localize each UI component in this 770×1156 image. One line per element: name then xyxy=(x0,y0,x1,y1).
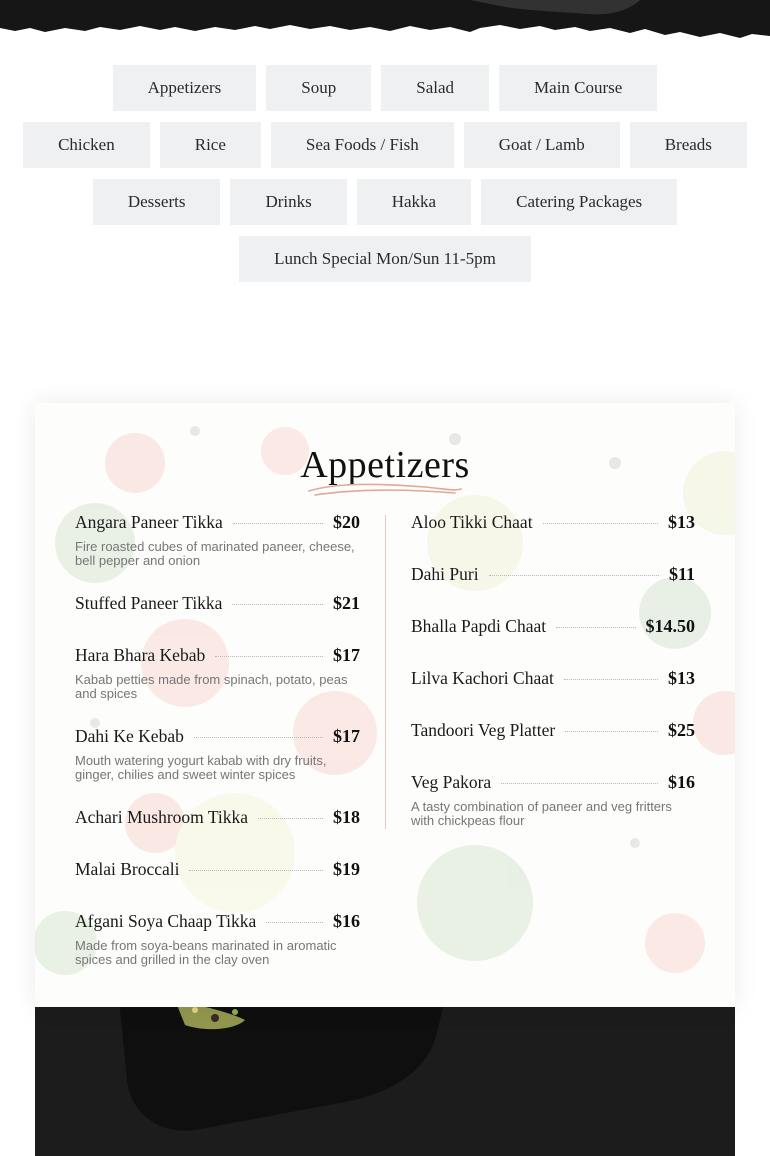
menu-item-name: Veg Pakora xyxy=(411,771,492,792)
menu-column-right xyxy=(411,511,695,852)
menu-item-header xyxy=(411,771,695,793)
menu-item-name: Aloo Tikki Chaat xyxy=(411,511,533,532)
title-swash-decoration xyxy=(305,481,465,499)
category-button[interactable]: Salad xyxy=(381,65,489,111)
menu-item-price: $18 xyxy=(333,806,360,827)
menu-item-name: Angara Paneer Tikka xyxy=(75,511,223,532)
menu-item-header xyxy=(75,511,360,533)
menu-item-name: Malai Broccali xyxy=(75,858,180,879)
menu-item-header xyxy=(75,592,360,614)
menu-item-price: $13 xyxy=(668,511,695,532)
menu-item-name: Stuffed Paneer Tikka xyxy=(75,592,223,613)
category-row xyxy=(0,122,770,168)
menu-card xyxy=(35,403,735,1007)
menu-item xyxy=(75,644,360,701)
category-button[interactable]: Chicken xyxy=(23,122,150,168)
menu-item-description: Kabab petties made from spinach, potato, peas and spices xyxy=(75,672,348,701)
menu-item-header xyxy=(411,667,695,689)
menu-item-name: Dahi Ke Kebab xyxy=(75,725,184,746)
dotted-leader xyxy=(543,523,658,524)
menu-item-header xyxy=(411,615,695,637)
category-row xyxy=(0,236,770,282)
menu-item-header xyxy=(75,644,360,666)
category-button[interactable]: Goat / Lamb xyxy=(464,122,620,168)
menu-item xyxy=(411,719,695,741)
menu-item-description: Made from soya-beans marinated in aromatic spices and grilled in the clay oven xyxy=(75,938,337,967)
category-nav xyxy=(0,65,770,293)
menu-item-price: $16 xyxy=(668,771,695,792)
menu-item-header xyxy=(75,858,360,880)
category-row xyxy=(0,65,770,111)
category-button[interactable]: Lunch Special Mon/Sun 11-5pm xyxy=(239,236,531,282)
dotted-leader xyxy=(258,818,323,819)
menu-item-price: $14.50 xyxy=(645,615,695,636)
menu-item xyxy=(411,615,695,637)
menu-item-price: $13 xyxy=(668,667,695,688)
category-button[interactable]: Sea Foods / Fish xyxy=(271,122,454,168)
menu-item xyxy=(411,771,695,828)
menu-item xyxy=(411,563,695,585)
category-row xyxy=(0,179,770,225)
menu-item-price: $16 xyxy=(333,910,360,931)
menu-item-name: Tandoori Veg Platter xyxy=(411,719,556,740)
category-button[interactable]: Appetizers xyxy=(113,65,257,111)
dotted-leader xyxy=(233,523,323,524)
menu-item-price: $11 xyxy=(668,563,695,584)
dotted-leader xyxy=(194,737,323,738)
dotted-leader xyxy=(189,870,323,871)
column-divider xyxy=(385,515,386,829)
menu-item xyxy=(75,511,360,568)
menu-item xyxy=(75,806,360,828)
dotted-leader xyxy=(215,656,323,657)
menu-item-header xyxy=(411,719,695,741)
menu-item-price: $17 xyxy=(333,725,360,746)
dotted-leader xyxy=(501,783,658,784)
menu-item-description: Fire roasted cubes of marinated paneer, cheese, bell pepper and onion xyxy=(75,539,355,568)
menu-item-description: A tasty combination of paneer and veg fritters with chickpeas flour xyxy=(411,799,672,828)
menu-item-name: Dahi Puri xyxy=(411,563,479,584)
menu-item-header xyxy=(75,725,360,747)
menu-item xyxy=(75,910,360,967)
category-button[interactable]: Rice xyxy=(160,122,261,168)
dotted-leader xyxy=(232,604,323,605)
menu-item-description: Mouth watering yogurt kabab with dry fruits, ginger, chilies and sweet winter spices xyxy=(75,753,327,782)
menu-item-name: Afgani Soya Chaap Tikka xyxy=(75,910,257,931)
category-button[interactable]: Catering Packages xyxy=(481,179,677,225)
dotted-leader xyxy=(489,575,659,576)
menu-item xyxy=(75,592,360,614)
menu-item xyxy=(411,511,695,533)
menu-item-header xyxy=(411,511,695,533)
menu-item xyxy=(411,667,695,689)
menu-column-left xyxy=(75,511,360,991)
menu-item xyxy=(75,858,360,880)
dotted-leader xyxy=(565,731,658,732)
menu-section-title: Appetizers xyxy=(300,444,470,486)
category-button[interactable]: Hakka xyxy=(357,179,471,225)
menu-item-price: $19 xyxy=(333,858,360,879)
category-button[interactable]: Breads xyxy=(630,122,747,168)
menu-item xyxy=(75,725,360,782)
menu-item-price: $25 xyxy=(668,719,695,740)
menu-item-name: Lilva Kachori Chaat xyxy=(411,667,554,688)
category-button[interactable]: Soup xyxy=(266,65,371,111)
category-button[interactable]: Desserts xyxy=(93,179,221,225)
torn-paper-header-image xyxy=(0,0,770,44)
menu-item-name: Hara Bhara Kebab xyxy=(75,644,206,665)
menu-item-header xyxy=(75,910,360,932)
dotted-leader xyxy=(556,627,635,628)
menu-item-price: $21 xyxy=(333,592,360,613)
menu-item-header xyxy=(75,806,360,828)
dotted-leader xyxy=(564,679,658,680)
menu-item-header xyxy=(411,563,695,585)
menu-item-price: $20 xyxy=(333,511,360,532)
dotted-leader xyxy=(266,922,323,923)
category-button[interactable]: Drinks xyxy=(230,179,346,225)
menu-item-name: Achari Mushroom Tikka xyxy=(75,806,249,827)
menu-item-name: Bhalla Papdi Chaat xyxy=(411,615,547,636)
category-button[interactable]: Main Course xyxy=(499,65,657,111)
menu-item-price: $17 xyxy=(333,644,360,665)
